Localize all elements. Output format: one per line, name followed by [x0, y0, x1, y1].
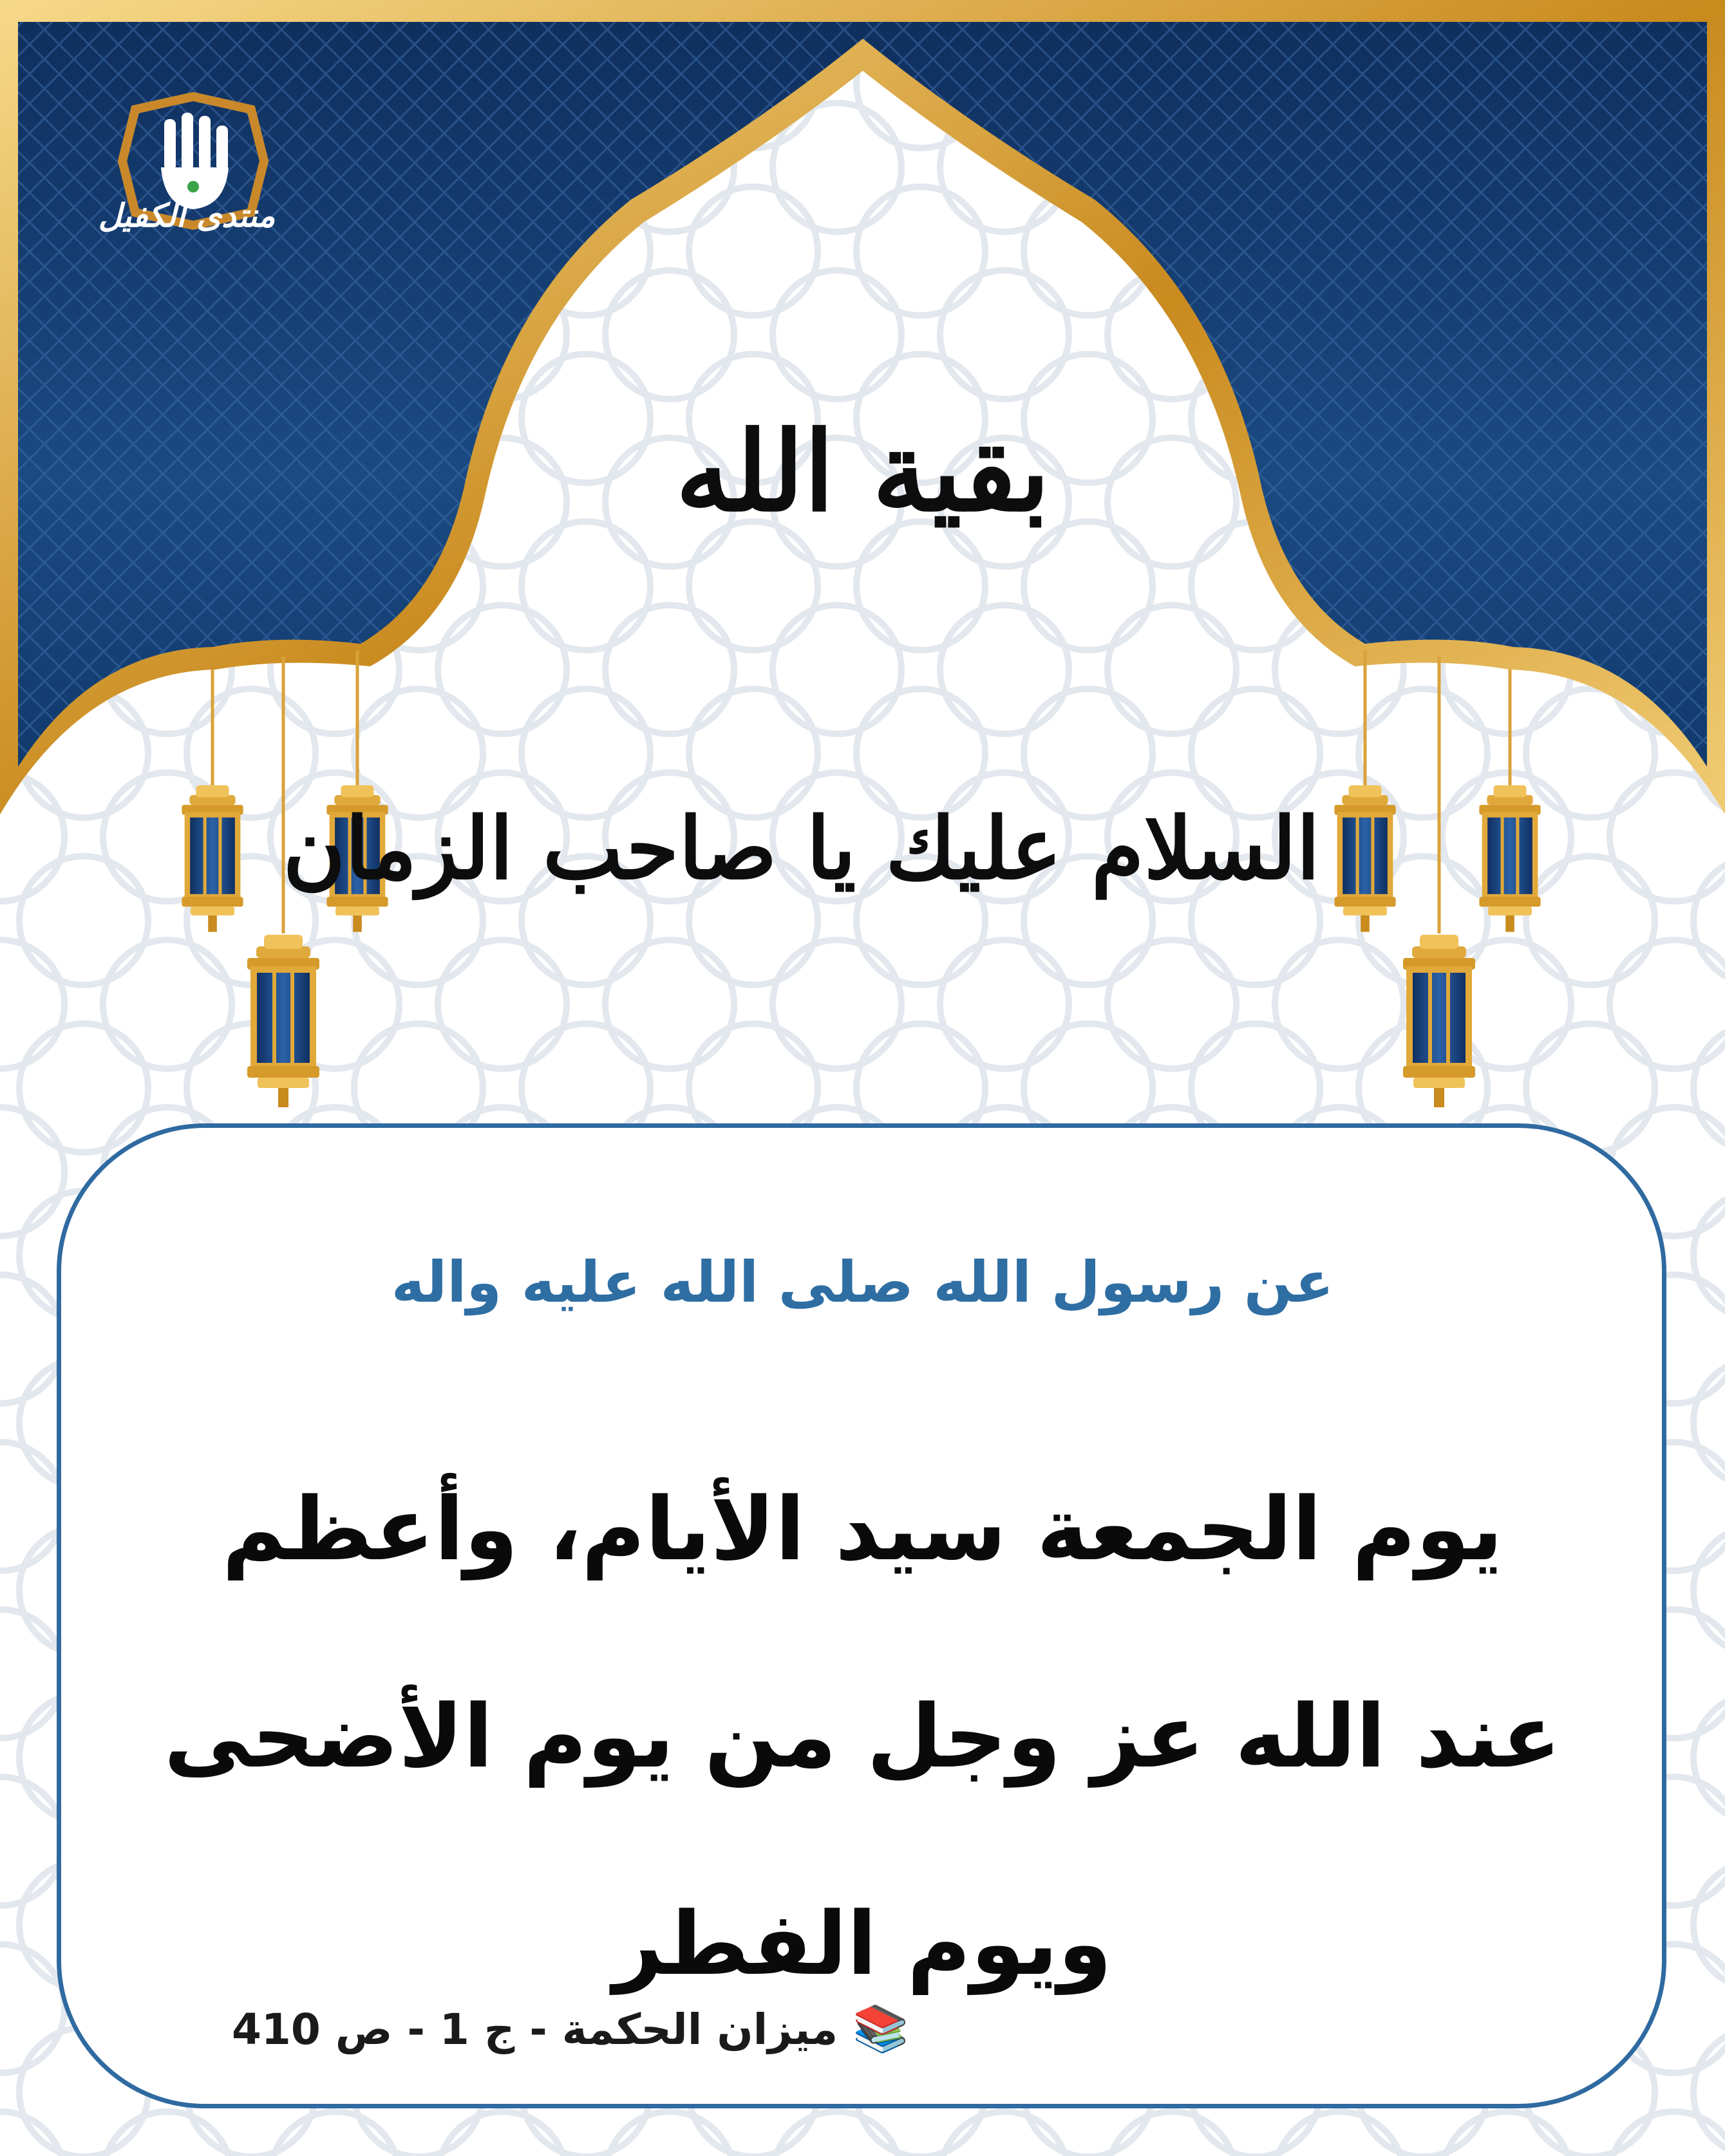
books-icon: 📚 [853, 2002, 909, 2055]
calligraphy-salutation: السلام عليك يا صاحب الزمان [283, 799, 1320, 899]
hadith-line: يوم الجمعة سيد الأيام، وأعظم [222, 1479, 1503, 1580]
calligraphy-baqiyyat-allah: بقية الله [675, 408, 1050, 536]
forum-logo-icon [97, 84, 283, 264]
narrator-line: عن رسول الله صلى الله عليه واله [391, 1249, 1334, 1315]
hadith-line: ويوم الفطر [613, 1893, 1112, 1994]
forum-logo-name: منتدى الكفيل [98, 196, 276, 234]
source-citation [232, 2002, 914, 2056]
source-text: ميزان الحكمة - ج 1 - ص 410 [232, 2005, 838, 2054]
hadith-line: عند الله عز وجل من يوم الأضحى [164, 1686, 1561, 1787]
hadith-text [116, 1426, 1609, 2048]
